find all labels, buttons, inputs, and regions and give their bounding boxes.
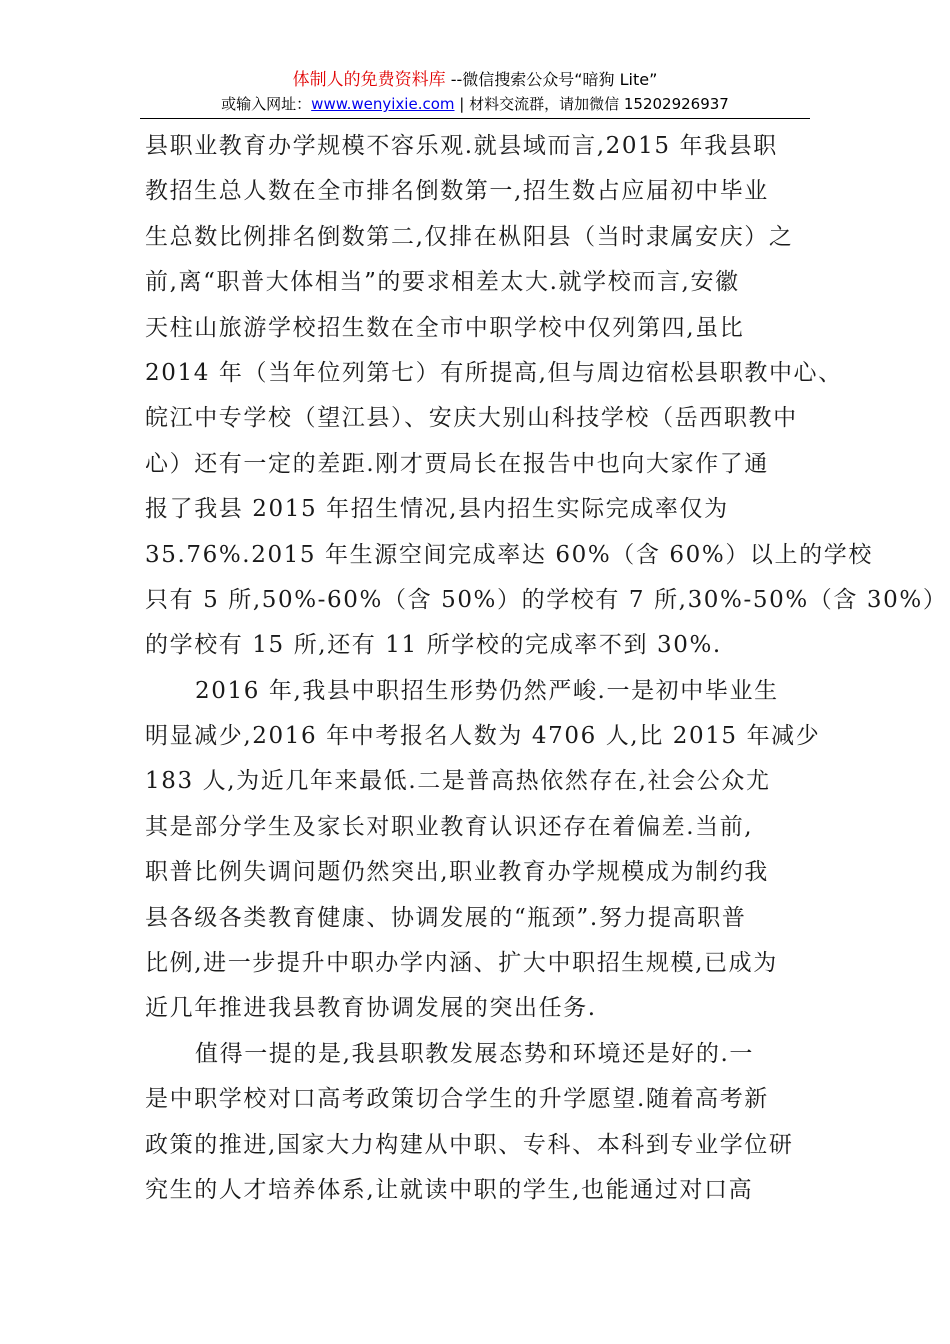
text-line: 县职业教育办学规模不容乐观.就县域而言,2015 年我县职 — [145, 133, 778, 159]
header-title-line — [140, 68, 810, 92]
text-line: 生总数比例排名倒数第二,仅排在枞阳县（当时隶属安庆）之 — [145, 223, 794, 250]
text-line: 比例,进一步提升中职办学内涵、扩大中职招生规模,已成为 — [145, 950, 778, 977]
text-line: 的学校有 15 所,还有 11 所学校的完成率不到 30%. — [145, 632, 722, 659]
text-line: 只有 5 所,50%-60%（含 50%）的学校有 7 所,30%-50%（含 30%） — [145, 586, 948, 613]
text-line: 皖江中专学校（望江县）、安庆大别山科技学校（岳西职教中 — [145, 405, 798, 432]
text-line: 教招生总人数在全市排名倒数第一,招生数占应届初中毕业 — [145, 178, 769, 205]
text-line: 职普比例失调问题仍然突出,职业教育办学规模成为制约我 — [145, 859, 769, 886]
header-contact: | 材料交流群，请加微信 15202926937 — [454, 95, 729, 113]
header-url-link[interactable]: www.wenyixie.com — [311, 95, 455, 113]
text-line: 近几年推进我县教育协调发展的突出任务. — [145, 995, 597, 1022]
text-line: 政策的推进,国家大力构建从中职、专科、本科到专业学位研 — [145, 1131, 794, 1158]
header-contact-line — [140, 92, 810, 116]
text-line: 心）还有一定的差距.刚才贾局长在报告中也向大家作了通 — [145, 450, 769, 477]
header-url-prefix: 或输入网址： — [221, 95, 312, 113]
text-line: 县各级各类教育健康、协调发展的“瓶颈”.努力提高职普 — [145, 904, 747, 931]
header-tagline: --微信搜索公众号“暗狗 Lite” — [445, 70, 658, 89]
text-line: 究生的人才培养体系,让就读中职的学生,也能通过对口高 — [145, 1176, 754, 1203]
paragraph-start-line: 值得一提的是,我县职教发展态势和环境还是好的.一 — [195, 1040, 755, 1067]
text-line: 是中职学校对口高考政策切合学生的升学愿望.随着高考新 — [145, 1086, 769, 1113]
body-text — [145, 124, 948, 1213]
header-brand: 体制人的免费资料库 — [292, 70, 446, 90]
text-line: 报了我县 2015 年招生情况,县内招生实际完成率仅为 — [145, 496, 729, 523]
text-line: 35.76%.2015 年生源空间完成率达 60%（含 60%）以上的学校 — [145, 541, 873, 568]
text-line: 明显减少,2016 年中考报名人数为 4706 人,比 2015 年减少 — [145, 723, 821, 750]
text-line: 天柱山旅游学校招生数在全市中职学校中仅列第四,虽比 — [145, 314, 745, 341]
paragraph-start-line: 2016 年,我县中职招生形势仍然严峻.一是初中毕业生 — [195, 677, 779, 704]
text-line: 前,离“职普大体相当”的要求相差太大.就学校而言,安徽 — [145, 269, 740, 296]
text-line: 2014 年（当年位列第七）有所提高,但与周边宿松县职教中心、 — [145, 359, 843, 386]
text-line: 183 人,为近几年来最低.二是普高热依然存在,社会公众尤 — [145, 768, 771, 795]
header-divider — [140, 118, 810, 119]
text-line: 其是部分学生及家长对职业教育认识还存在着偏差.当前, — [145, 813, 754, 840]
page-header — [140, 68, 810, 116]
